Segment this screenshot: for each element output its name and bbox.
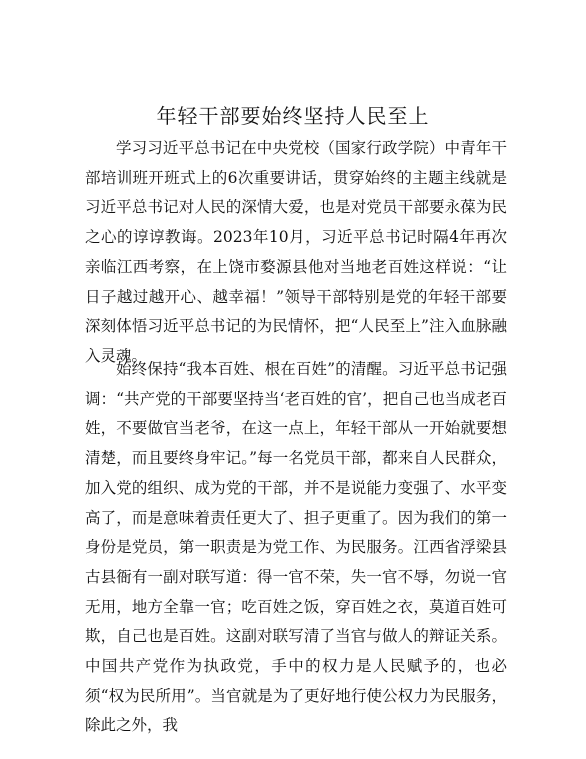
paragraph-1: 学习习近平总书记在中央党校（国家行政学院）中青年干部培训班开班式上的6次重要讲话，贯穿始终的主题主线就是习近平总书记对人民的深情大爱，也是对党员干部要永葆为民之心的谆谆教诲。2023年10月，习近平总书记时隔4年再次亲临江西考察，在上饶市婺源县他对当地老百姓这样说：“让日子越过越开心、越幸福！”领导干部特别是党的年轻干部要深刻体悟习近平总书记的为民情怀，把“人民至上”注入血脉融入灵魂。 (85, 139, 507, 365)
paragraph-2: 始终保持“我本百姓、根在百姓”的清醒。习近平总书记强调：“共产党的干部要坚持当‘老百姓的官’，把自己也当成老百姓，不要做官当老爷，在这一点上，年轻干部从一开始就要想清楚，而且要终身牢记。”每一名党员干部，都来自人民群众，加入党的组织、成为党的干部，并不是说能力变强了、水平变高了，而是意味着责任更大了、担子更重了。因为我们的第一身份是党员，第一职责是为党工作、为民服务。江西省浮梁县古县衙有一副对联写道：得一官不荣，失一官不辱，勿说一官无用，地方全靠一官；吃百姓之饭，穿百姓之衣，莫道百姓可欺，自己也是百姓。这副对联写清了当官与做人的辩证关系。中国共产党作为执政党，手中的权力是人民赋予的，也必须“权为民所用”。当官就是为了更好地行使公权力为民服务，除此之外，我 (85, 360, 507, 735)
document-title: 年轻干部要始终坚持人民至上 (156, 104, 430, 128)
